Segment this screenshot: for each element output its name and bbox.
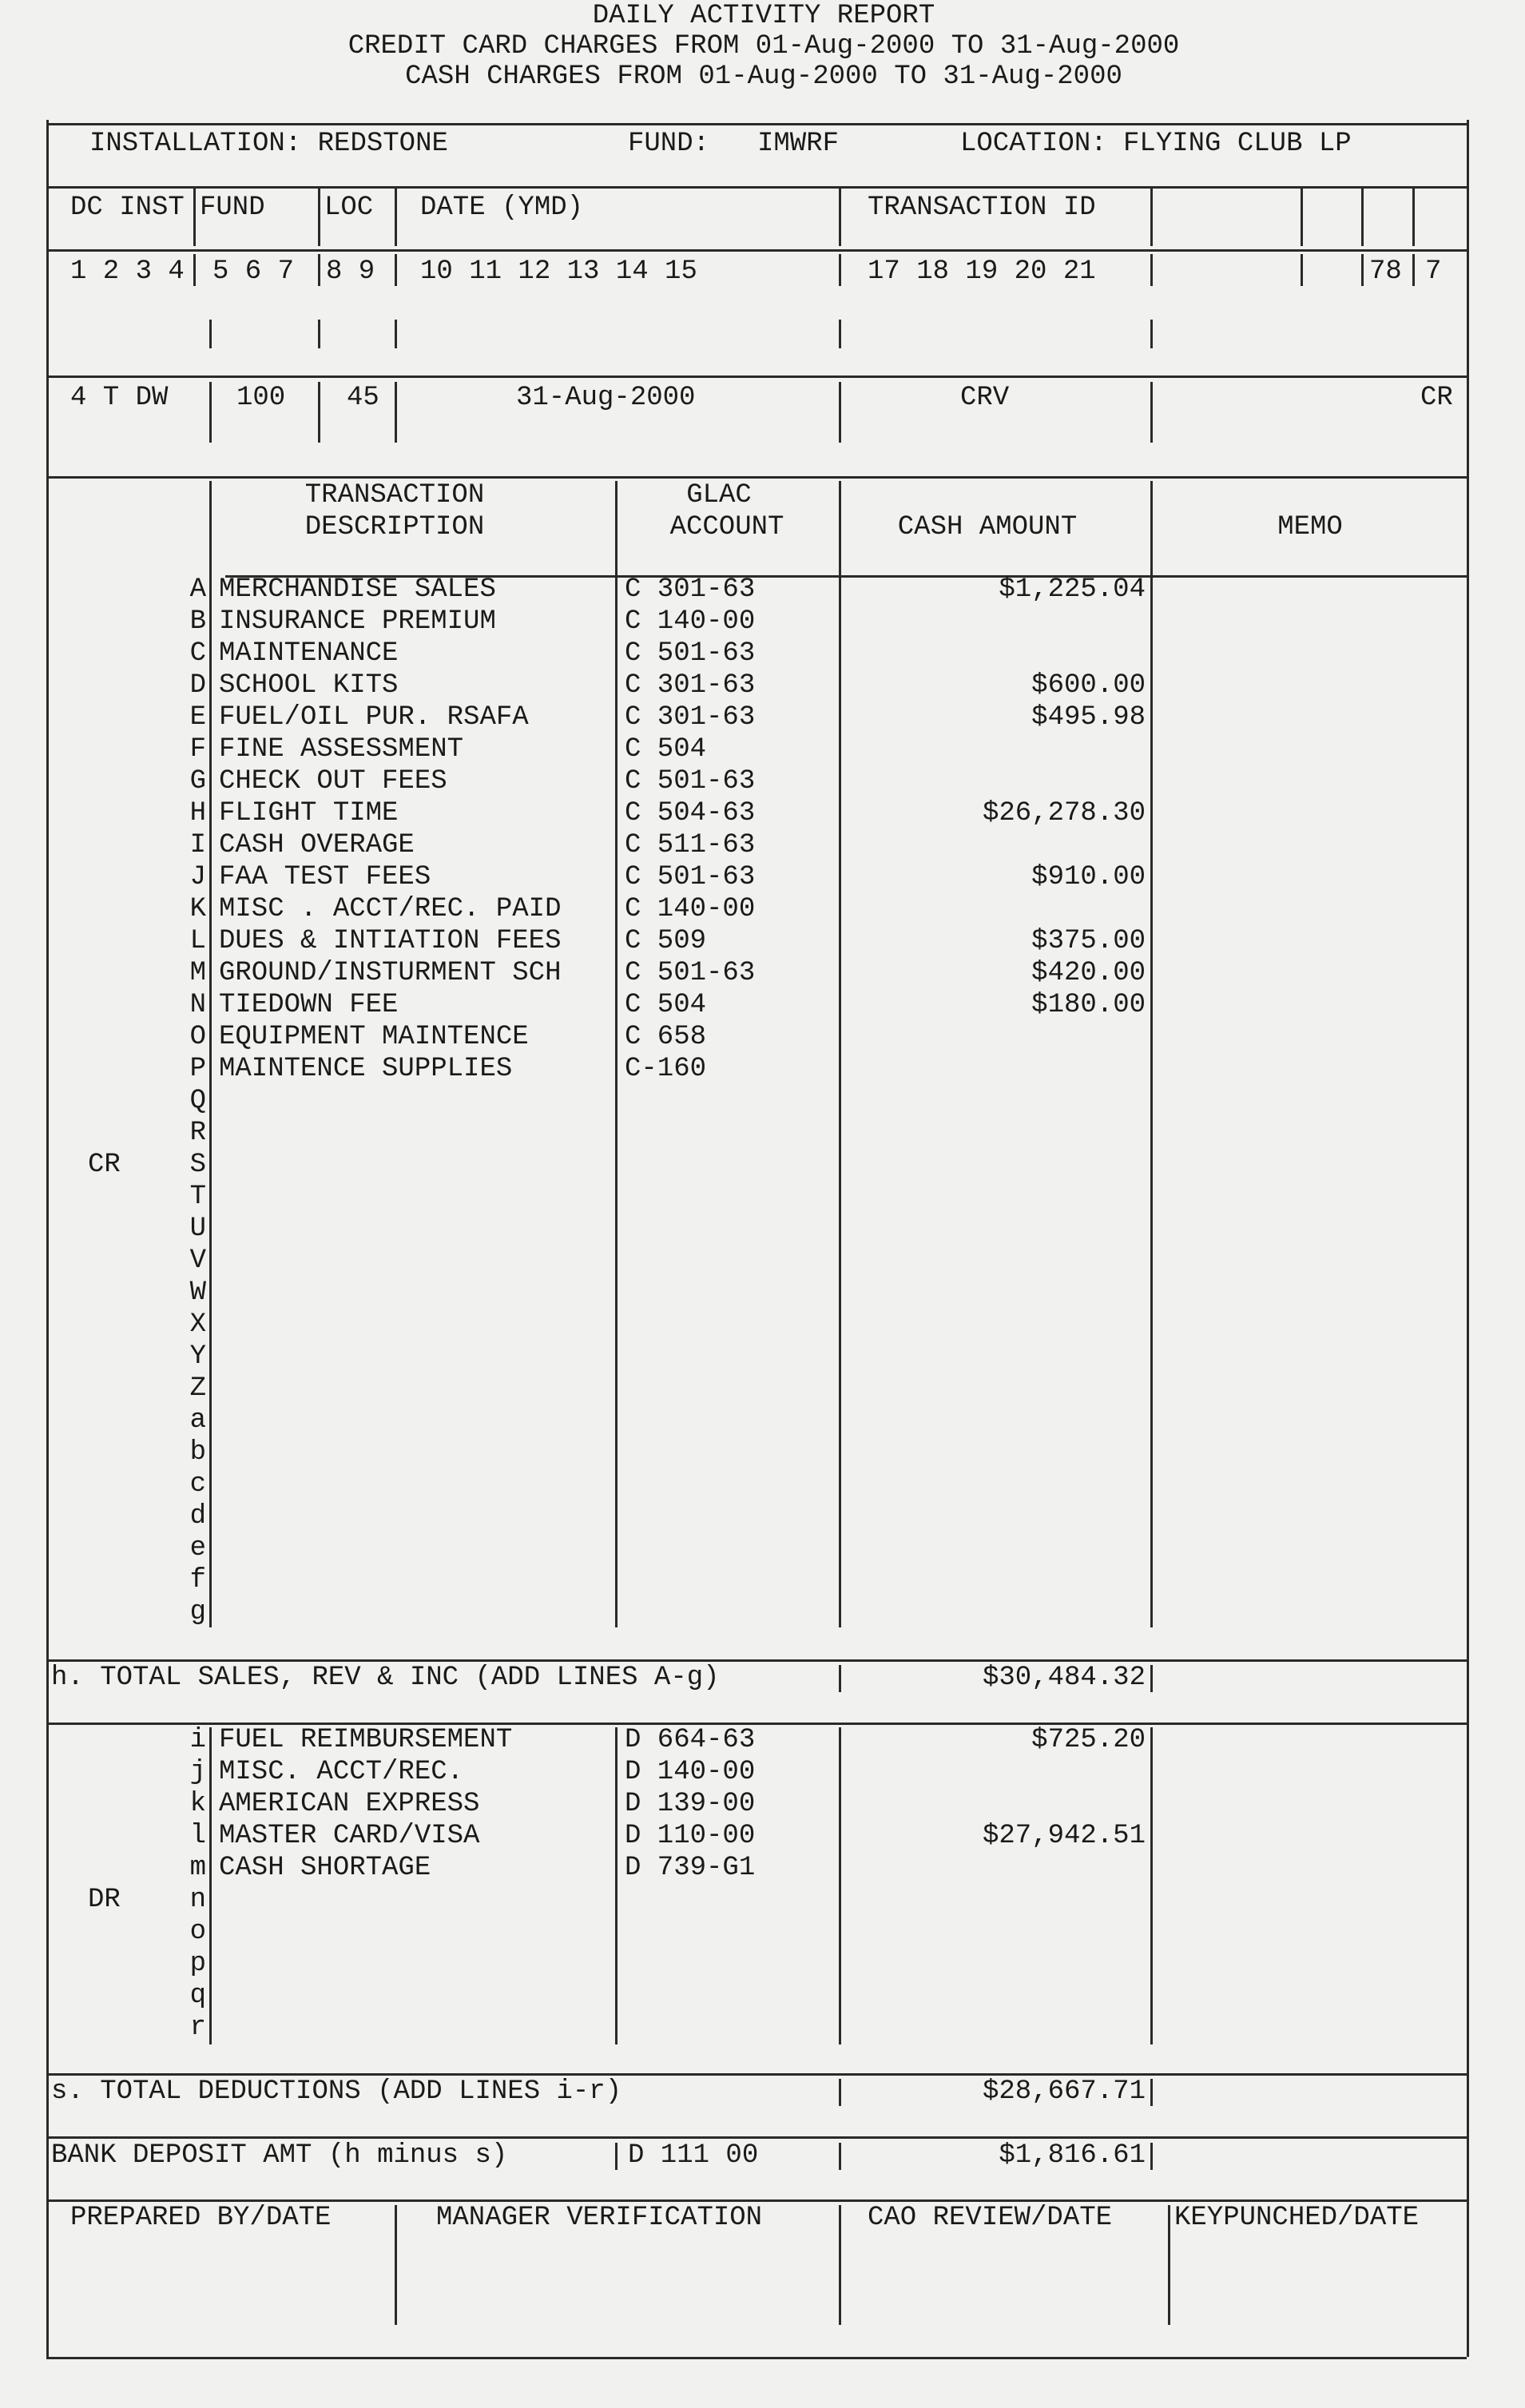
sep-bank-amount: [839, 2143, 841, 2170]
line-description: INSURANCE PREMIUM: [219, 606, 496, 637]
sep-amount-memo: [1150, 481, 1153, 1627]
line-glac-account: D 140-00: [625, 1757, 756, 1787]
line-cash-amount: $725.20: [1031, 1725, 1146, 1755]
line-letter: c: [189, 1469, 206, 1500]
line-letter: Q: [189, 1086, 206, 1116]
sep-num-7: [1361, 254, 1364, 286]
installation-label: INSTALLATION: REDSTONE: [89, 129, 448, 159]
header-transaction-id: TRANSACTION ID: [868, 193, 1096, 223]
col-numbers-10-15: 10 11 12 13 14 15: [420, 256, 697, 287]
sep-bank-memo: [1150, 2143, 1153, 2170]
line-letter: L: [189, 926, 206, 956]
line-letter: Y: [189, 1341, 206, 1372]
line-description: FUEL REIMBURSEMENT: [219, 1725, 513, 1755]
line-glac-account: D 664-63: [625, 1725, 756, 1755]
th-glac: GLAC: [686, 480, 752, 511]
total-sales-amount: $30,484.32: [982, 1663, 1146, 1693]
col-number-7: 7: [1425, 256, 1442, 287]
line-description: CHECK OUT FEES: [219, 766, 447, 797]
line-letter: X: [189, 1309, 206, 1340]
rule-deductions-bottom: [46, 2136, 1467, 2139]
cr-label: CR: [88, 1150, 121, 1180]
sep-total-sales-amount: [839, 1665, 841, 1692]
sep-total-sales-memo: [1150, 1665, 1153, 1692]
sep-entry-5: [1150, 382, 1153, 443]
line-description: EQUIPMENT MAINTENCE: [219, 1022, 529, 1052]
sep-letter-desc: [209, 481, 212, 1627]
th-transaction: TRANSACTION: [304, 480, 485, 511]
col-numbers-8-9: 8 9: [326, 256, 375, 287]
line-description: FUEL/OIL PUR. RSAFA: [219, 702, 529, 733]
sep-num-8: [1412, 254, 1415, 286]
line-letter: b: [189, 1437, 206, 1468]
sep-glac-amount: [839, 481, 841, 1627]
line-letter: D: [189, 670, 206, 701]
line-letter: Z: [189, 1373, 206, 1404]
line-glac-account: D 110-00: [625, 1821, 756, 1851]
line-letter: f: [189, 1565, 206, 1595]
rule-top: [46, 123, 1467, 125]
line-glac-account: C-160: [625, 1054, 707, 1084]
line-glac-account: C 511-63: [625, 830, 756, 860]
line-letter: W: [189, 1278, 206, 1308]
sep-extra-1: [1301, 189, 1303, 246]
sep-entry-3: [395, 382, 397, 443]
line-description: AMERICAN EXPRESS: [219, 1789, 480, 1819]
total-deductions-label: s. TOTAL DEDUCTIONS (ADD LINES i-r): [51, 2076, 622, 2107]
sep-num-1: [193, 254, 196, 286]
line-letter: N: [189, 990, 206, 1020]
line-letter: H: [189, 798, 206, 828]
line-letter: l: [189, 1821, 206, 1851]
sep-blank-3: [395, 320, 397, 348]
entry-fund: 100: [236, 383, 286, 413]
entry-transaction-id: CRV: [960, 383, 1010, 413]
bank-deposit-amount: $1,816.61: [999, 2140, 1146, 2171]
line-glac-account: C 509: [625, 926, 707, 956]
entry-loc: 45: [347, 383, 379, 413]
line-description: CASH SHORTAGE: [219, 1853, 431, 1883]
dr-label: DR: [88, 1885, 121, 1915]
line-glac-account: C 501-63: [625, 638, 756, 669]
line-glac-account: C 501-63: [625, 766, 756, 797]
line-glac-account: C 504: [625, 990, 707, 1020]
sep-sig-1: [395, 2205, 397, 2325]
sep-sig-3: [1168, 2205, 1170, 2325]
sig-prepared-by: PREPARED BY/DATE: [70, 2203, 332, 2233]
sep-dr-glac-amount: [839, 1727, 841, 2044]
bank-deposit-glac: D 111 00: [628, 2140, 759, 2171]
line-description: DUES & INTIATION FEES: [219, 926, 562, 956]
line-description: GROUND/INSTURMENT SCH: [219, 958, 562, 988]
header-dc-inst: DC INST: [70, 193, 185, 223]
line-letter: C: [189, 638, 206, 669]
sep-txid-extra: [1150, 189, 1153, 246]
line-letter: m: [189, 1853, 206, 1883]
line-description: MISC. ACCT/REC.: [219, 1757, 464, 1787]
line-description: MAINTENANCE: [219, 638, 399, 669]
sep-num-5: [1150, 254, 1153, 286]
line-glac-account: C 501-63: [625, 862, 756, 892]
line-glac-account: C 301-63: [625, 574, 756, 605]
line-glac-account: C 140-00: [625, 606, 756, 637]
line-description: MAINTENCE SUPPLIES: [219, 1054, 513, 1084]
line-letter: A: [189, 574, 206, 605]
line-cash-amount: $26,278.30: [982, 798, 1146, 828]
line-letter: U: [189, 1214, 206, 1244]
sep-bank-glac: [615, 2143, 618, 2170]
line-letter: V: [189, 1246, 206, 1276]
cash-period-line: CASH CHARGES FROM 01-Aug-2000 TO 31-Aug-2000: [405, 62, 1122, 92]
sep-date-txid: [839, 189, 841, 246]
line-cash-amount: $600.00: [1031, 670, 1146, 701]
line-glac-account: C 301-63: [625, 702, 756, 733]
fund-value: IMWRF: [757, 129, 840, 159]
col-numbers-5-7: 5 6 7: [212, 256, 295, 287]
line-letter: a: [189, 1405, 206, 1436]
line-glac-account: C 140-00: [625, 894, 756, 924]
line-glac-account: C 504: [625, 734, 707, 765]
rule-entry: [46, 376, 1467, 378]
line-letter: F: [189, 734, 206, 765]
fund-label: FUND:: [628, 129, 710, 159]
rule-info: [46, 186, 1467, 189]
line-description: SCHOOL KITS: [219, 670, 399, 701]
sep-entry-4: [839, 382, 841, 443]
sig-cao-review: CAO REVIEW/DATE: [868, 2203, 1113, 2233]
line-letter: p: [189, 1949, 206, 1979]
sep-blank-2: [318, 320, 320, 348]
line-cash-amount: $420.00: [1031, 958, 1146, 988]
sep-entry-1: [209, 382, 212, 443]
line-glac-account: D 739-G1: [625, 1853, 756, 1883]
line-glac-account: D 139-00: [625, 1789, 756, 1819]
line-description: TIEDOWN FEE: [219, 990, 399, 1020]
credit-period-line: CREDIT CARD CHARGES FROM 01-Aug-2000 TO 31-Aug-2000: [347, 31, 1180, 62]
sep-desc-glac: [615, 481, 618, 1627]
line-letter: T: [189, 1182, 206, 1212]
sep-dr-amount-memo: [1150, 1727, 1153, 2044]
sep-num-4: [839, 254, 841, 286]
form-left-border: [46, 120, 49, 2357]
line-letter: j: [189, 1757, 206, 1787]
location-label: LOCATION: FLYING CLUB LP: [960, 129, 1352, 159]
entry-dc-inst: 4 T DW: [70, 383, 169, 413]
sep-dr-letter-desc: [209, 1727, 212, 2044]
sep-deductions-amount: [839, 2079, 841, 2106]
sig-manager-verification: MANAGER VERIFICATION: [436, 2203, 763, 2233]
line-glac-account: C 658: [625, 1022, 707, 1052]
sep-num-3: [395, 254, 397, 286]
line-description: FAA TEST FEES: [219, 862, 431, 892]
col-numbers-1-4: 1 2 3 4: [70, 256, 185, 287]
sig-keypunched: KEYPUNCHED/DATE: [1174, 2203, 1420, 2233]
line-glac-account: C 504-63: [625, 798, 756, 828]
line-description: MASTER CARD/VISA: [219, 1821, 480, 1851]
sep-inst-fund: [193, 189, 196, 246]
line-letter: E: [189, 702, 206, 733]
line-letter: o: [189, 1917, 206, 1947]
entry-date: 31-Aug-2000: [516, 383, 696, 413]
line-letter: k: [189, 1789, 206, 1819]
sep-extra-2: [1361, 189, 1364, 246]
th-cash-amount: CASH AMOUNT: [897, 512, 1078, 542]
line-description: FLIGHT TIME: [219, 798, 399, 828]
line-cash-amount: $27,942.51: [982, 1821, 1146, 1851]
sep-fund-loc: [318, 189, 320, 246]
line-letter: S: [189, 1150, 206, 1180]
line-letter: i: [189, 1725, 206, 1755]
sep-extra-3: [1412, 189, 1415, 246]
th-memo: MEMO: [1277, 512, 1343, 542]
rule-headers: [46, 249, 1467, 252]
total-deductions-amount: $28,667.71: [982, 2076, 1146, 2107]
sep-sig-2: [839, 2205, 841, 2325]
line-letter: G: [189, 766, 206, 797]
line-letter: q: [189, 1981, 206, 2011]
total-sales-label: h. TOTAL SALES, REV & INC (ADD LINES A-g): [51, 1663, 720, 1693]
line-letter: I: [189, 830, 206, 860]
th-account: ACCOUNT: [669, 512, 784, 542]
line-letter: O: [189, 1022, 206, 1052]
sep-entry-2: [318, 382, 320, 443]
line-description: CASH OVERAGE: [219, 830, 415, 860]
line-letter: K: [189, 894, 206, 924]
header-date: DATE (YMD): [420, 193, 584, 223]
sep-num-2: [318, 254, 320, 286]
sep-blank-1: [209, 320, 212, 348]
rule-bottom: [46, 2357, 1467, 2359]
header-loc: LOC: [324, 193, 374, 223]
line-letter: J: [189, 862, 206, 892]
line-description: MISC . ACCT/REC. PAID: [219, 894, 562, 924]
line-cash-amount: $910.00: [1031, 862, 1146, 892]
line-letter: d: [189, 1501, 206, 1532]
line-letter: R: [189, 1118, 206, 1148]
line-letter: g: [189, 1597, 206, 1627]
line-letter: e: [189, 1533, 206, 1564]
line-description: MERCHANDISE SALES: [219, 574, 496, 605]
sep-dr-desc-glac: [615, 1727, 618, 2044]
sep-blank-5: [1150, 320, 1153, 348]
col-numbers-17-21: 17 18 19 20 21: [868, 256, 1096, 287]
line-cash-amount: $180.00: [1031, 990, 1146, 1020]
line-cash-amount: $375.00: [1031, 926, 1146, 956]
report-title: DAILY ACTIVITY REPORT: [592, 1, 935, 31]
form-right-border: [1467, 120, 1469, 2357]
line-letter: r: [189, 2013, 206, 2043]
line-cash-amount: $1,225.04: [999, 574, 1146, 605]
sep-blank-4: [839, 320, 841, 348]
th-description: DESCRIPTION: [304, 512, 485, 542]
col-number-78: 78: [1369, 256, 1402, 287]
line-letter: M: [189, 958, 206, 988]
line-letter: P: [189, 1054, 206, 1084]
rule-table-top: [46, 476, 1467, 479]
line-glac-account: C 501-63: [625, 958, 756, 988]
line-glac-account: C 301-63: [625, 670, 756, 701]
line-letter: B: [189, 606, 206, 637]
header-fund: FUND: [200, 193, 265, 223]
line-description: FINE ASSESSMENT: [219, 734, 464, 765]
sep-loc-date: [395, 189, 397, 246]
line-letter: n: [189, 1885, 206, 1915]
line-cash-amount: $495.98: [1031, 702, 1146, 733]
sep-deductions-memo: [1150, 2079, 1153, 2106]
sep-num-6: [1301, 254, 1303, 286]
bank-deposit-label: BANK DEPOSIT AMT (h minus s): [51, 2140, 508, 2171]
entry-code: CR: [1420, 383, 1453, 413]
